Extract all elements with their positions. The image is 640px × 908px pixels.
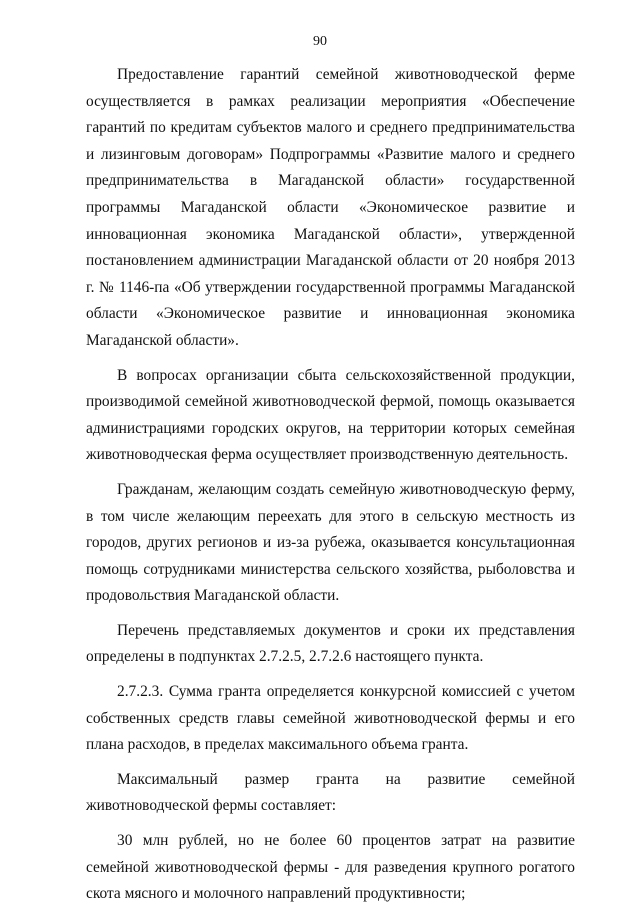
paragraph-max-grant: Максимальный размер гранта на развитие семейной животноводческой фермы составляет:	[86, 770, 575, 815]
paragraph-documents-list: Перечень представляемых документов и сроки их представления определены в подпунктах 2.7.2.5, 2.7.2.6 настоящего пункта.	[86, 621, 575, 666]
paragraph-cattle-grant: 30 млн рублей, но не более 60 процентов затрат на развитие семейной животноводческой фермы - для разведения крупного рогатого скота мясного и молочного направлений продуктивности;	[86, 832, 575, 903]
page-number: 90	[313, 34, 327, 49]
paragraph-grant-amount: 2.7.2.3. Сумма гранта определяется конкурсной комиссией с учетом собственных средств главы семейной животноводческой фермы и его плана расходов, в пределах максимального объема гранта.	[86, 683, 575, 754]
document-body	[86, 62, 575, 908]
paragraph-guarantees: Предоставление гарантий семейной животноводческой ферме осуществляется в рамках реализации мероприятия «Обеспечение гарантий по кредитам субъектов малого и среднего предпринимательства и лизинговым договорам» Подпрограммы «Развитие малого и среднего предпринимательства в Магаданской области» государственной программы Магаданской области «Экономическое развитие и инновационная экономика Магаданской области», утвержденной постановлением администрации Магаданской области от 20 ноября 2013 г. № 1146-па «Об утверждении государственной программы Магаданской области «Экономическое развитие и инновационная экономика Магаданской области».	[86, 66, 575, 349]
paragraph-consultation: Гражданам, желающим создать семейную животноводческую ферму, в том числе желающим переехать для этого в сельскую местность из городов, других регионов и из-за рубежа, оказывается консультационная помощь сотрудниками министерства сельского хозяйства, рыболовства и продовольствия Магаданской области.	[86, 480, 575, 605]
paragraph-sales-assistance: В вопросах организации сбыта сельскохозяйственной продукции, производимой семейной животноводческой фермой, помощь оказывается администрациями городских округов, на территории которых семейная животноводческая ферма осуществляет производственную деятельность.	[86, 366, 575, 464]
